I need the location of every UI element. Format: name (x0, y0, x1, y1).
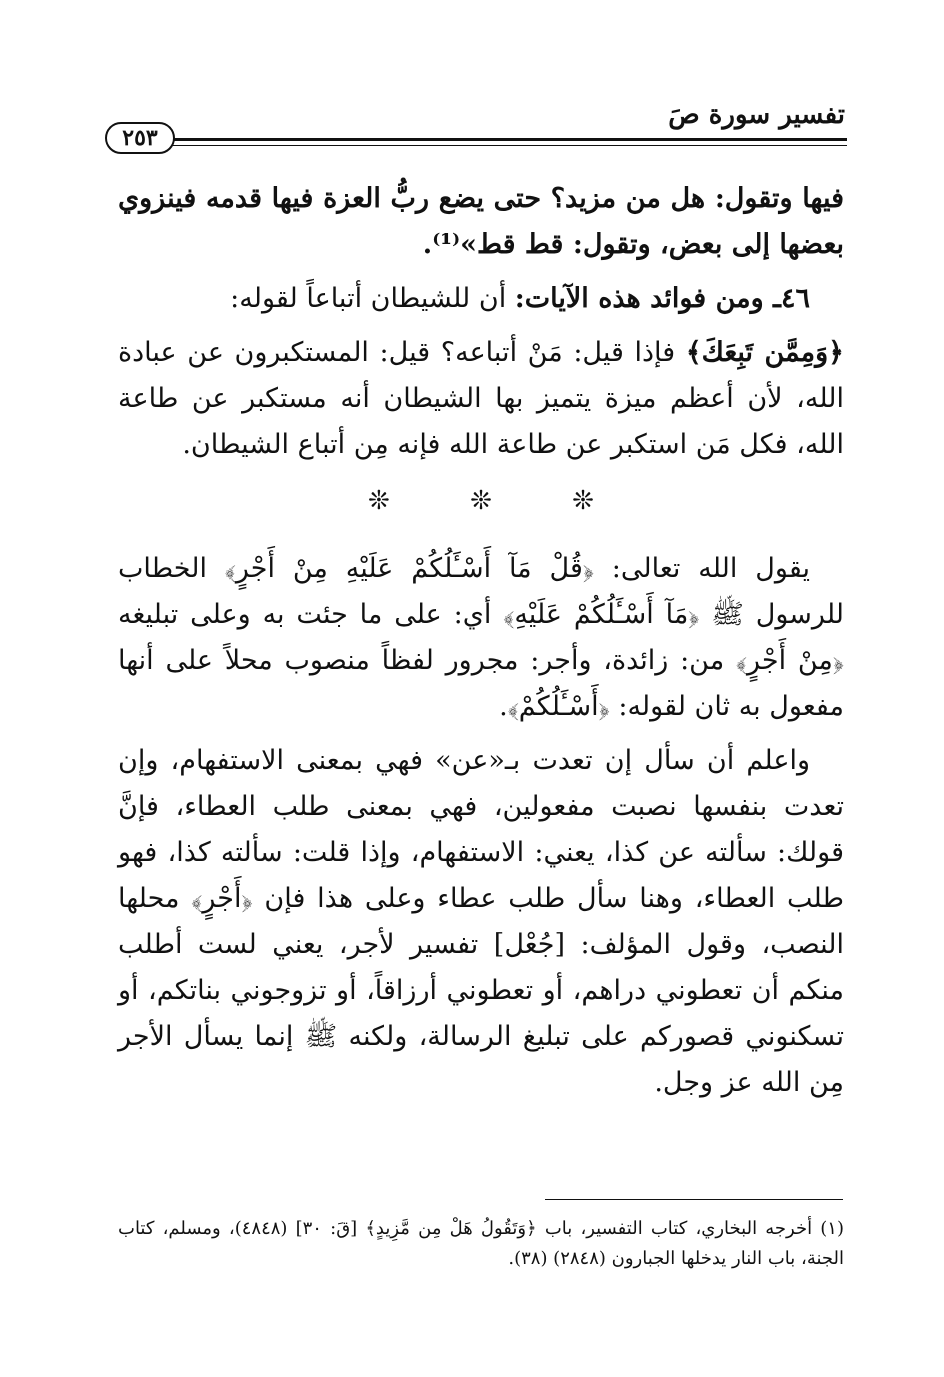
footnote (118, 1214, 844, 1274)
paragraph-continuation: فيها وتقول: هل من مزيد؟ حتى يضع ربُّ العزة فيها قدمه فينزوي بعضها إلى بعض، وتقول: قط قط»⁽¹⁾. (118, 183, 844, 260)
footnote-divider (545, 1199, 843, 1200)
benefit-heading: ٤٦ـ ومن فوائد هذه الآيات: (514, 283, 810, 314)
header-rule-thick (171, 138, 847, 141)
quran-verse: ﴿وَمِمَّن تَبِعَكَ﴾ (685, 337, 844, 368)
paragraph-grammar-note: واعلم أن سأل إن تعدت بـ«عن» فهي بمعنى الاستفهام، وإن تعدت بنفسها نصبت مفعولين، فهي بمعنى طلب العطاء، فإنَّ قولك: سألته عن كذا، يعني: الاستفهام، وإذا قلت: سألته كذا، فهو طلب العطاء، وهنا سأل طلب عطاء وعلى هذا فإن ﴿أَجْرٍ﴾ محلها النصب، وقول المؤلف: [جُعْل] تفسير لأجر، يعني لست أطلب منكم أن تعطوني دراهم، أو تعطوني أرزاقاً، أو تزوجوني بناتكم، أو تسكنوني قصوركم على تبليغ الرسالة، ولكنه ﷺ إنما يسأل الأجر مِن الله عز وجل. (118, 745, 844, 1098)
header-rule-thin (171, 145, 847, 146)
footnote-text: (١) أخرجه البخاري، كتاب التفسير، باب ﴿وَتَقُولُ هَلْ مِن مَّزِيدٍ﴾ [قَ: ٣٠] (٤٨٤٨)، ومسلم، كتاب الجنة، باب النار يدخلها الجبارون (٢٨٤٨) (٣٨). (118, 1218, 844, 1269)
paragraph-benefit-46 (118, 276, 844, 322)
page-header (105, 96, 847, 156)
benefit-text: أن للشيطان أتباعاً لقوله: (230, 283, 515, 314)
page-number: ٢٥٣ (105, 122, 175, 154)
paragraph-followers (118, 330, 844, 468)
section-separator: ❊ ❊ ❊ (368, 486, 630, 516)
paragraph-verse-commentary: يقول الله تعالى: ﴿قُلْ مَآ أَسْـَٔلُكُمْ عَلَيْهِ مِنْ أَجْرٍ﴾ الخطاب للرسول ﷺ ﴿مَآ أَسْـَٔلُكُمْ عَلَيْهِ﴾ أي: على ما جئت به وعلى تبليغه ﴿مِنْ أَجْرٍ﴾ من: زائدة، وأجر: مجرور لفظاً منصوب محلاً على أنها مفعول به ثان لقوله: ﴿أَسْـَٔلُكُمْ﴾. (118, 553, 844, 722)
paragraph-followers-text: فإذا قيل: مَنْ أتباعه؟ قيل: المستكبرون عن عبادة الله، لأن أعظم ميزة يتميز بها الشيطان أنه مستكبر عن طاعة الله، فكل مَن استكبر عن طاعة الله فإنه مِن أتباع الشيطان. (118, 337, 844, 460)
running-title: تفسير سورة صَ (668, 100, 845, 130)
main-text (118, 176, 844, 1114)
